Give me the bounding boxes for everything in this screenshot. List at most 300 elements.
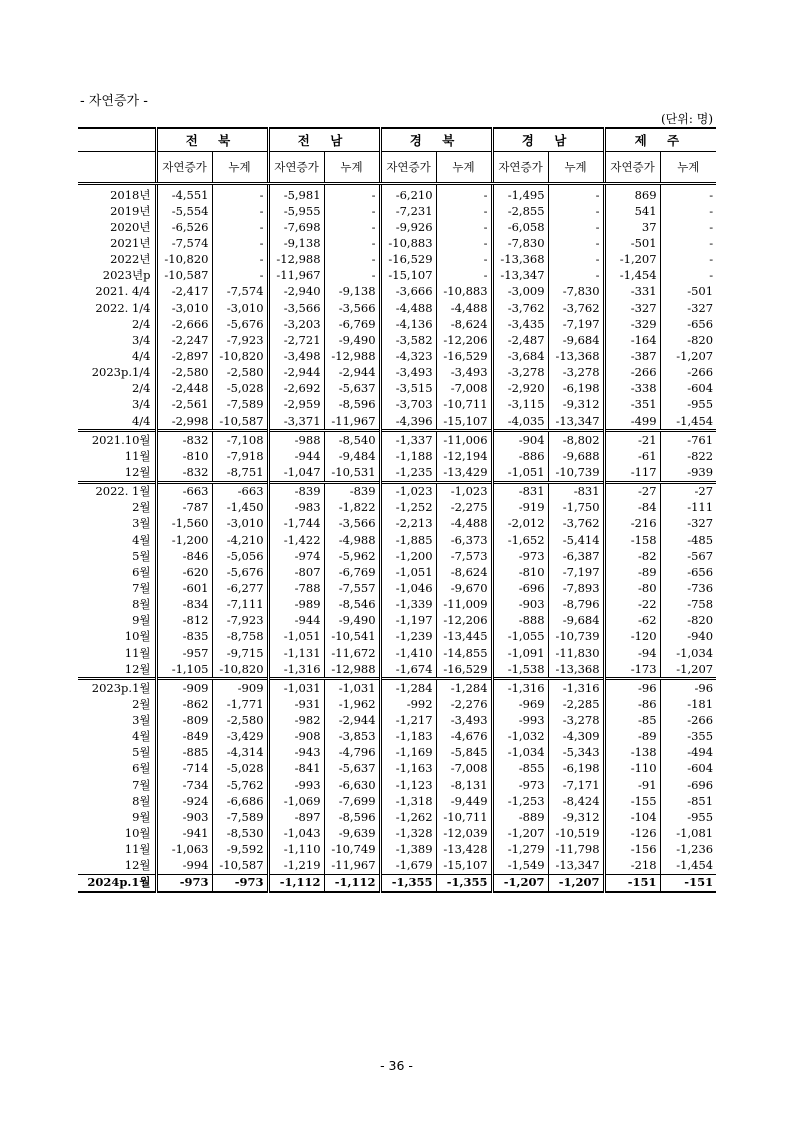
cell-cumulative: -1,207 — [660, 348, 716, 364]
cell-increase: -3,010 — [156, 300, 212, 316]
cell-increase: -849 — [156, 729, 212, 745]
cell-cumulative: - — [436, 252, 492, 268]
cell-increase: -5,981 — [268, 184, 324, 204]
cell-increase: -2,487 — [492, 332, 548, 348]
region-header: 전 북 — [156, 128, 268, 152]
cell-cumulative: - — [324, 184, 380, 204]
cell-cumulative: -111 — [660, 500, 716, 516]
cell-cumulative: -1,454 — [660, 413, 716, 431]
cell-cumulative: -9,592 — [212, 842, 268, 858]
col-header-increase: 자연증가 — [492, 152, 548, 184]
cell-cumulative: -8,540 — [324, 431, 380, 449]
cell-cumulative: -8,751 — [212, 464, 268, 482]
cell-increase: -501 — [604, 235, 660, 251]
cell-increase: -620 — [156, 564, 212, 580]
cell-cumulative: -4,309 — [548, 729, 604, 745]
cell-increase: -1,538 — [492, 661, 548, 679]
row-label: 2022. 1/4 — [95, 300, 151, 315]
unit-note: (단위: 명) — [661, 112, 713, 126]
cell-increase: -120 — [604, 629, 660, 645]
cell-increase: -994 — [156, 858, 212, 875]
cell-increase: -888 — [492, 613, 548, 629]
cell-cumulative: - — [660, 203, 716, 219]
cell-increase: -2,959 — [268, 397, 324, 413]
cell-cumulative: -9,639 — [324, 825, 380, 841]
row-label: 9월 — [132, 613, 151, 628]
cell-cumulative: -7,008 — [436, 381, 492, 397]
cell-increase: -944 — [268, 613, 324, 629]
cell-increase: -1,885 — [380, 532, 436, 548]
cell-increase: -2,561 — [156, 397, 212, 413]
cell-increase: -91 — [604, 777, 660, 793]
cell-cumulative: -7,918 — [212, 448, 268, 464]
cell-increase: -86 — [604, 696, 660, 712]
cell-cumulative: -3,010 — [212, 300, 268, 316]
table-row — [78, 661, 716, 679]
row-label: 11월 — [124, 448, 151, 463]
cell-cumulative: -96 — [660, 679, 716, 697]
cell-cumulative: -494 — [660, 745, 716, 761]
cell-increase: -1,200 — [156, 532, 212, 548]
region-header: 경 북 — [380, 128, 492, 152]
row-label: 2018년 — [110, 187, 151, 202]
cell-cumulative: -151 — [660, 874, 716, 892]
cell-increase: -810 — [156, 448, 212, 464]
cell-cumulative: - — [436, 235, 492, 251]
row-label: 11월 — [124, 645, 151, 660]
cell-cumulative: -567 — [660, 548, 716, 564]
cell-increase: -904 — [492, 431, 548, 449]
cell-increase: -1,410 — [380, 645, 436, 661]
cell-cumulative: -6,198 — [548, 381, 604, 397]
cell-increase: -6,210 — [380, 184, 436, 204]
row-label: 3월 — [132, 713, 151, 728]
cell-cumulative: -822 — [660, 448, 716, 464]
cell-increase: -846 — [156, 548, 212, 564]
cell-cumulative: -9,449 — [436, 793, 492, 809]
table-row — [78, 580, 716, 596]
cell-cumulative: -9,138 — [324, 284, 380, 300]
cell-cumulative: - — [548, 184, 604, 204]
cell-increase: -1,207 — [492, 825, 548, 841]
cell-cumulative: -10,883 — [436, 284, 492, 300]
region-header-row — [78, 128, 716, 152]
table-row — [78, 809, 716, 825]
cell-increase: -13,368 — [492, 252, 548, 268]
cell-increase: -3,203 — [268, 316, 324, 332]
cell-cumulative: -13,429 — [436, 464, 492, 482]
cell-cumulative: -5,028 — [212, 761, 268, 777]
cell-increase: -992 — [380, 696, 436, 712]
table-row — [78, 645, 716, 661]
cell-increase: -2,247 — [156, 332, 212, 348]
cell-increase: -80 — [604, 580, 660, 596]
cell-increase: -1,034 — [492, 745, 548, 761]
cell-increase: -3,684 — [492, 348, 548, 364]
cell-cumulative: -9,715 — [212, 645, 268, 661]
cell-cumulative: -11,006 — [436, 431, 492, 449]
cell-increase: -1,112 — [268, 874, 324, 892]
cell-cumulative: -2,285 — [548, 696, 604, 712]
cell-cumulative: -4,488 — [436, 300, 492, 316]
sub-header-row — [78, 152, 716, 184]
table-row — [78, 858, 716, 875]
cell-increase: -89 — [604, 729, 660, 745]
cell-increase: -1,200 — [380, 548, 436, 564]
table-row — [78, 842, 716, 858]
cell-increase: -903 — [492, 597, 548, 613]
cell-cumulative: -4,796 — [324, 745, 380, 761]
region-header: 전 남 — [268, 128, 380, 152]
cell-increase: -855 — [492, 761, 548, 777]
table-row — [78, 745, 716, 761]
cell-increase: -13,347 — [492, 268, 548, 284]
cell-increase: -973 — [156, 874, 212, 892]
cell-cumulative: - — [324, 252, 380, 268]
table-row — [78, 713, 716, 729]
row-label: 2023년p — [102, 268, 151, 283]
cell-increase: -218 — [604, 858, 660, 875]
row-label: 2월 — [132, 500, 151, 515]
cell-increase: -989 — [268, 597, 324, 613]
cell-cumulative: -4,676 — [436, 729, 492, 745]
cell-increase: -110 — [604, 761, 660, 777]
cell-cumulative: -6,277 — [212, 580, 268, 596]
cell-cumulative: -8,131 — [436, 777, 492, 793]
cell-cumulative: -10,541 — [324, 629, 380, 645]
cell-increase: -897 — [268, 809, 324, 825]
cell-cumulative: -13,428 — [436, 842, 492, 858]
cell-cumulative: -27 — [660, 482, 716, 500]
table-row — [78, 268, 716, 284]
cell-cumulative: -266 — [660, 365, 716, 381]
cell-increase: -1,188 — [380, 448, 436, 464]
cell-cumulative: -9,490 — [324, 332, 380, 348]
cell-cumulative: -15,107 — [436, 858, 492, 875]
cell-increase: -1,337 — [380, 431, 436, 449]
row-label: 8월 — [132, 597, 151, 612]
cell-cumulative: - — [324, 219, 380, 235]
row-label: 2022년 — [110, 252, 151, 267]
cell-cumulative: -7,573 — [436, 548, 492, 564]
cell-cumulative: -663 — [212, 482, 268, 500]
row-label: 2021.10월 — [78, 431, 156, 449]
cell-cumulative: -266 — [660, 713, 716, 729]
cell-cumulative: -5,676 — [212, 564, 268, 580]
cell-cumulative: -7,197 — [548, 564, 604, 580]
cell-cumulative: -761 — [660, 431, 716, 449]
cell-increase: -1,744 — [268, 516, 324, 532]
cell-increase: 869 — [604, 184, 660, 204]
row-label: 2023p.1/4 — [91, 365, 151, 380]
cell-cumulative: -2,275 — [436, 500, 492, 516]
cell-increase: -1,652 — [492, 532, 548, 548]
cell-cumulative: -604 — [660, 381, 716, 397]
cell-increase: -338 — [604, 381, 660, 397]
cell-increase: -1,207 — [492, 874, 548, 892]
cell-increase: -156 — [604, 842, 660, 858]
cell-increase: -1,318 — [380, 793, 436, 809]
cell-cumulative: -696 — [660, 777, 716, 793]
cell-cumulative: -1,284 — [436, 679, 492, 697]
row-label: 2월 — [132, 696, 151, 711]
cell-cumulative: -656 — [660, 564, 716, 580]
section-title: - 자연증가 - — [80, 94, 148, 109]
row-label: 3/4 — [131, 397, 151, 412]
cell-cumulative: - — [548, 268, 604, 284]
cell-cumulative: -12,206 — [436, 613, 492, 629]
cell-increase: -2,012 — [492, 516, 548, 532]
cell-cumulative: -10,519 — [548, 825, 604, 841]
row-label: 2/4 — [131, 381, 151, 396]
cell-increase: -1,549 — [492, 858, 548, 875]
cell-cumulative: - — [660, 235, 716, 251]
row-label: 9월 — [132, 809, 151, 824]
cell-increase: -812 — [156, 613, 212, 629]
cell-increase: -903 — [156, 809, 212, 825]
cell-cumulative: -939 — [660, 464, 716, 482]
cell-cumulative: -955 — [660, 397, 716, 413]
cell-cumulative: -10,587 — [212, 858, 268, 875]
cell-cumulative: -3,566 — [324, 300, 380, 316]
cell-increase: -1,674 — [380, 661, 436, 679]
cell-increase: -957 — [156, 645, 212, 661]
cell-increase: -16,529 — [380, 252, 436, 268]
cell-increase: -1,091 — [492, 645, 548, 661]
cell-increase: -2,920 — [492, 381, 548, 397]
cell-increase: -158 — [604, 532, 660, 548]
table-row — [78, 613, 716, 629]
cell-cumulative: -758 — [660, 597, 716, 613]
cell-increase: -1,032 — [492, 729, 548, 745]
cell-cumulative: -5,343 — [548, 745, 604, 761]
cell-increase: -1,454 — [604, 268, 660, 284]
cell-cumulative: -485 — [660, 532, 716, 548]
row-label: 3월 — [132, 516, 151, 531]
cell-cumulative: -6,686 — [212, 793, 268, 809]
row-label: 10월 — [124, 629, 151, 644]
cell-increase: -714 — [156, 761, 212, 777]
row-label: 12월 — [124, 858, 151, 873]
cell-cumulative: -5,028 — [212, 381, 268, 397]
cell-cumulative: -8,758 — [212, 629, 268, 645]
table-row — [78, 548, 716, 564]
cell-increase: -151 — [604, 874, 660, 892]
cell-increase: -1,046 — [380, 580, 436, 596]
cell-cumulative: -3,762 — [548, 300, 604, 316]
cell-increase: -4,136 — [380, 316, 436, 332]
cell-increase: -832 — [156, 431, 212, 449]
cell-increase: -117 — [604, 464, 660, 482]
cell-increase: -944 — [268, 448, 324, 464]
cell-increase: -1,316 — [492, 679, 548, 697]
table-row — [78, 397, 716, 413]
table-row — [78, 184, 716, 204]
cell-cumulative: -10,739 — [548, 464, 604, 482]
region-header: 제 주 — [604, 128, 716, 152]
cell-cumulative: -9,670 — [436, 580, 492, 596]
cell-increase: -832 — [156, 464, 212, 482]
page-number: - 36 - — [380, 1058, 413, 1073]
cell-increase: -993 — [492, 713, 548, 729]
cell-cumulative: -9,684 — [548, 613, 604, 629]
cell-increase: -2,580 — [156, 365, 212, 381]
cell-increase: -7,574 — [156, 235, 212, 251]
cell-cumulative: -6,769 — [324, 564, 380, 580]
cell-increase: -15,107 — [380, 268, 436, 284]
col-header-cumulative: 누계 — [548, 152, 604, 184]
cell-cumulative: -13,368 — [548, 348, 604, 364]
cell-increase: -663 — [156, 482, 212, 500]
cell-cumulative: -7,893 — [548, 580, 604, 596]
cell-increase: -22 — [604, 597, 660, 613]
row-label: 4월 — [132, 729, 151, 744]
cell-increase: -331 — [604, 284, 660, 300]
cell-increase: -2,721 — [268, 332, 324, 348]
cell-cumulative: -2,944 — [324, 713, 380, 729]
cell-increase: -1,047 — [268, 464, 324, 482]
col-header-increase: 자연증가 — [380, 152, 436, 184]
row-label: 5월 — [132, 548, 151, 563]
cell-cumulative: -1,822 — [324, 500, 380, 516]
cell-cumulative: -6,387 — [548, 548, 604, 564]
cell-cumulative: -10,739 — [548, 629, 604, 645]
cell-increase: -3,762 — [492, 300, 548, 316]
cell-cumulative: -1,450 — [212, 500, 268, 516]
table-row — [78, 203, 716, 219]
cell-cumulative: -9,688 — [548, 448, 604, 464]
cell-increase: -835 — [156, 629, 212, 645]
cell-cumulative: -7,923 — [212, 613, 268, 629]
cell-increase: -973 — [492, 548, 548, 564]
cell-increase: -216 — [604, 516, 660, 532]
cell-cumulative: -7,830 — [548, 284, 604, 300]
cell-cumulative: -1,750 — [548, 500, 604, 516]
table-row — [78, 500, 716, 516]
cell-increase: -787 — [156, 500, 212, 516]
col-header-increase: 자연증가 — [156, 152, 212, 184]
cell-increase: -2,213 — [380, 516, 436, 532]
cell-increase: -862 — [156, 696, 212, 712]
cell-increase: -10,820 — [156, 252, 212, 268]
row-label: 12월 — [124, 464, 151, 479]
cell-cumulative: -15,107 — [436, 413, 492, 431]
cell-cumulative: -8,802 — [548, 431, 604, 449]
cell-increase: -2,897 — [156, 348, 212, 364]
cell-cumulative: -8,424 — [548, 793, 604, 809]
cell-cumulative: -2,944 — [324, 365, 380, 381]
cell-cumulative: - — [324, 203, 380, 219]
cell-cumulative: -1,023 — [436, 482, 492, 500]
cell-increase: -1,197 — [380, 613, 436, 629]
cell-increase: -85 — [604, 713, 660, 729]
cell-cumulative: - — [212, 203, 268, 219]
cell-increase: -3,278 — [492, 365, 548, 381]
table-row — [78, 629, 716, 645]
cell-cumulative: -5,056 — [212, 548, 268, 564]
cell-cumulative: -10,531 — [324, 464, 380, 482]
cell-increase: -1,253 — [492, 793, 548, 809]
cell-increase: -327 — [604, 300, 660, 316]
cell-cumulative: -10,820 — [212, 348, 268, 364]
cell-increase: -809 — [156, 713, 212, 729]
cell-increase: -1,316 — [268, 661, 324, 679]
cell-cumulative: -11,830 — [548, 645, 604, 661]
cell-cumulative: -8,624 — [436, 316, 492, 332]
cell-increase: -3,115 — [492, 397, 548, 413]
cell-cumulative: -12,988 — [324, 661, 380, 679]
cell-cumulative: -7,171 — [548, 777, 604, 793]
cell-cumulative: -12,206 — [436, 332, 492, 348]
cell-increase: -94 — [604, 645, 660, 661]
cell-increase: -886 — [492, 448, 548, 464]
cell-increase: -3,566 — [268, 300, 324, 316]
cell-increase: -1,339 — [380, 597, 436, 613]
table-row — [78, 252, 716, 268]
row-label: 12월 — [124, 661, 151, 676]
cell-increase: -601 — [156, 580, 212, 596]
cell-increase: -810 — [492, 564, 548, 580]
cell-increase: -27 — [604, 482, 660, 500]
cell-cumulative: - — [660, 252, 716, 268]
cell-cumulative: -10,587 — [212, 413, 268, 431]
cell-cumulative: -7,589 — [212, 809, 268, 825]
cell-increase: -10,883 — [380, 235, 436, 251]
cell-cumulative: -1,962 — [324, 696, 380, 712]
cell-cumulative: -10,820 — [212, 661, 268, 679]
cell-cumulative: - — [324, 235, 380, 251]
cell-increase: -4,323 — [380, 348, 436, 364]
cell-cumulative: -955 — [660, 809, 716, 825]
cell-increase: -1,207 — [604, 252, 660, 268]
row-label: 7월 — [132, 580, 151, 595]
row-label: 4월 — [132, 532, 151, 547]
cell-cumulative: -7,574 — [212, 284, 268, 300]
cell-increase: -941 — [156, 825, 212, 841]
cell-increase: -4,488 — [380, 300, 436, 316]
cell-cumulative: - — [548, 219, 604, 235]
cell-cumulative: -9,312 — [548, 809, 604, 825]
cell-cumulative: -8,546 — [324, 597, 380, 613]
table-row — [78, 696, 716, 712]
row-label: 2019년 — [110, 203, 151, 218]
cell-cumulative: -9,684 — [548, 332, 604, 348]
cell-increase: -982 — [268, 713, 324, 729]
cell-increase: -2,666 — [156, 316, 212, 332]
cell-increase: -7,231 — [380, 203, 436, 219]
cell-increase: -164 — [604, 332, 660, 348]
cell-cumulative: -1,316 — [548, 679, 604, 697]
table-row — [78, 761, 716, 777]
cell-cumulative: -2,580 — [212, 713, 268, 729]
cell-cumulative: -4,988 — [324, 532, 380, 548]
header-corner — [78, 152, 156, 184]
col-header-increase: 자연증가 — [268, 152, 324, 184]
table-row — [78, 284, 716, 300]
cell-cumulative: - — [660, 268, 716, 284]
cell-cumulative: -16,529 — [436, 348, 492, 364]
cell-increase: -329 — [604, 316, 660, 332]
cell-cumulative: -13,347 — [548, 413, 604, 431]
cell-cumulative: -1,207 — [660, 661, 716, 679]
cell-increase: -3,515 — [380, 381, 436, 397]
cell-cumulative: -2,276 — [436, 696, 492, 712]
table-row — [78, 332, 716, 348]
cell-cumulative: -1,081 — [660, 825, 716, 841]
cell-cumulative: -5,414 — [548, 532, 604, 548]
cell-cumulative: -736 — [660, 580, 716, 596]
table-row — [78, 348, 716, 364]
